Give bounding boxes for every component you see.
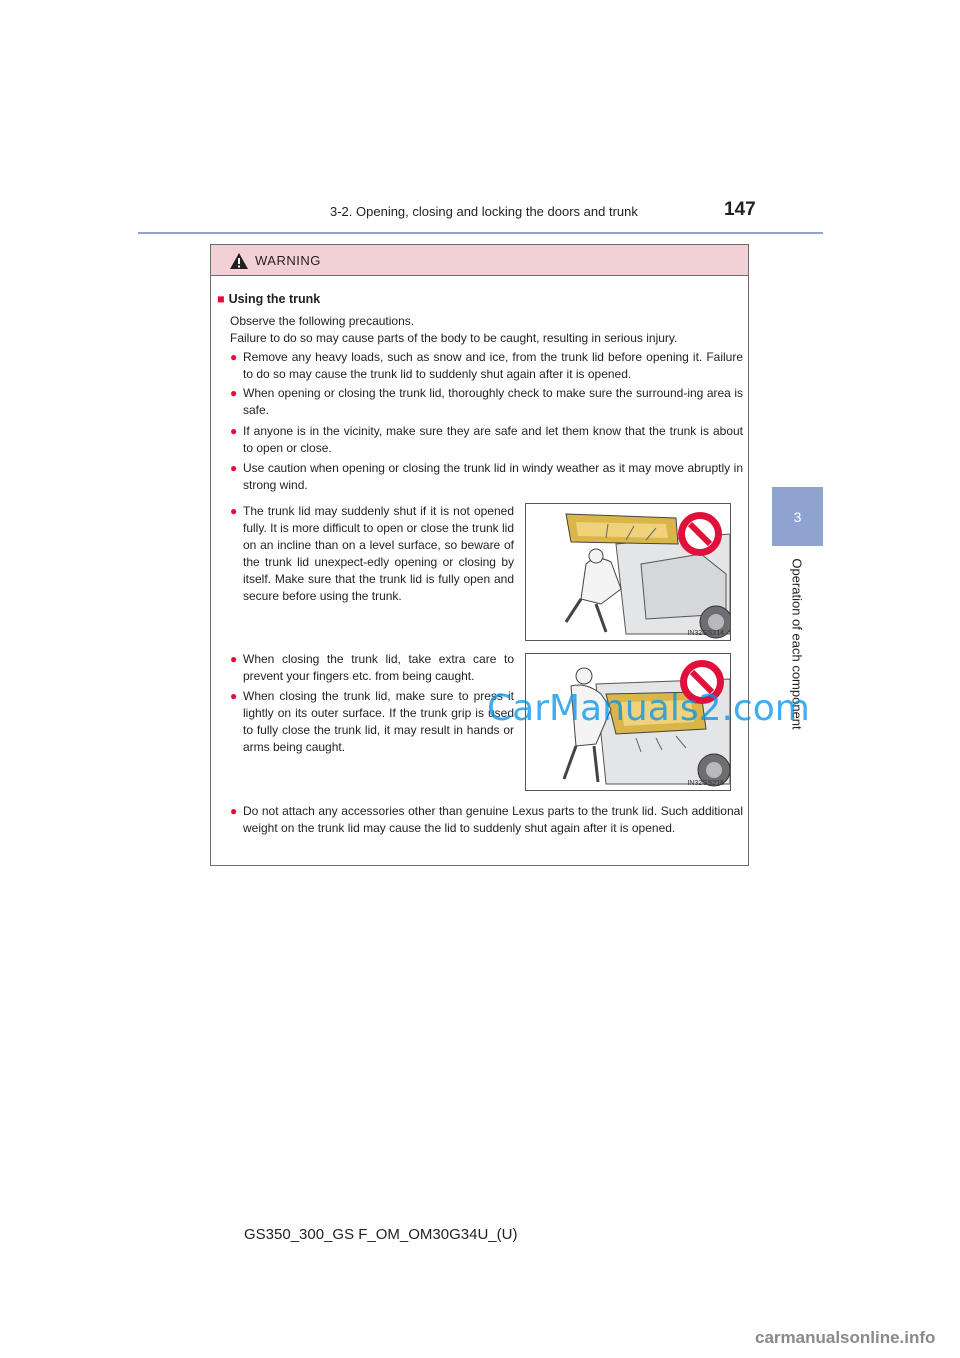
illustration-code: IN32GS216 bbox=[687, 780, 724, 787]
intro-text bbox=[230, 313, 742, 347]
bullet-dot-icon: ● bbox=[230, 424, 238, 438]
bullet-text: When closing the trunk lid, take extra care to prevent your fingers etc. from being caught. bbox=[243, 652, 514, 683]
bullet-item bbox=[230, 503, 514, 605]
bullet-text: Use caution when opening or closing the trunk lid in windy weather as it may move abruptly in strong wind. bbox=[243, 461, 743, 492]
trunk-open-illustration bbox=[526, 504, 730, 640]
bullet-item bbox=[230, 349, 743, 383]
bullet-dot-icon: ● bbox=[230, 350, 238, 364]
page-number: 147 bbox=[724, 199, 756, 220]
bullet-text: The trunk lid may suddenly shut if it is not opened fully. It is more difficult to open or close the trunk lid on an incline than on a level surface, so beware of the trunk lid unexpect-edly opening or closing by itself. Make sure that the trunk lid is fully open and secure before using the trunk. bbox=[243, 504, 515, 603]
bullet-text: Do not attach any accessories other than genuine Lexus parts to the trunk lid. Such additional weight on the trunk lid may cause the lid to suddenly shut again after it is opened. bbox=[243, 804, 743, 835]
bullet-item bbox=[230, 385, 743, 419]
bullet-item bbox=[230, 460, 743, 494]
warning-box bbox=[210, 244, 749, 866]
bullet-dot-icon: ● bbox=[230, 804, 238, 818]
footer-document-id: GS350_300_GS F_OM_OM30G34U_(U) bbox=[244, 1226, 518, 1243]
warning-header bbox=[211, 245, 748, 276]
bullet-text: When opening or closing the trunk lid, thoroughly check to make sure the surround-ing area is safe. bbox=[243, 386, 743, 417]
section-heading bbox=[217, 292, 320, 306]
warning-title: WARNING bbox=[255, 253, 321, 268]
square-bullet-icon: ■ bbox=[217, 292, 225, 306]
chapter-number: 3 bbox=[793, 508, 802, 525]
bullet-item bbox=[230, 803, 743, 837]
header-section-title: 3-2. Opening, closing and locking the doors and trunk bbox=[330, 204, 638, 219]
intro-line: Failure to do so may cause parts of the body to be caught, resulting in serious injury. bbox=[230, 331, 678, 345]
bullet-item bbox=[230, 423, 743, 457]
bullet-text: Remove any heavy loads, such as snow and ice, from the trunk lid before opening it. Failure to do so may cause the trunk lid to suddenly shut again after it is opened. bbox=[243, 350, 743, 381]
intro-line: Observe the following precautions. bbox=[230, 314, 415, 328]
bullet-dot-icon: ● bbox=[230, 386, 238, 400]
section-heading-text: Using the trunk bbox=[228, 292, 321, 306]
bullet-item bbox=[230, 651, 514, 685]
bullet-item bbox=[230, 688, 514, 756]
watermark: CarManuals2.com bbox=[487, 688, 810, 729]
warning-triangle-icon bbox=[229, 252, 249, 270]
illustration-code: IN32GS214 bbox=[687, 630, 724, 637]
header-rule bbox=[138, 232, 823, 234]
illustration-trunk-sudden-shut bbox=[525, 503, 731, 641]
bullet-dot-icon: ● bbox=[230, 504, 238, 518]
bullet-text: If anyone is in the vicinity, make sure they are safe and let them know that the trunk is about to open or close. bbox=[243, 424, 743, 455]
chapter-label: Operation of each component bbox=[789, 558, 805, 730]
site-stamp: carmanualsonline.info bbox=[755, 1328, 936, 1347]
bullet-text: When closing the trunk lid, make sure to press it lightly on its outer surface. If the trunk grip is used to fully close the trunk lid, it may result in hands or arms being caught. bbox=[243, 689, 514, 754]
chapter-number-tab bbox=[772, 487, 823, 546]
bullet-dot-icon: ● bbox=[230, 652, 238, 666]
bullet-dot-icon: ● bbox=[230, 689, 238, 703]
bullet-dot-icon: ● bbox=[230, 461, 238, 475]
